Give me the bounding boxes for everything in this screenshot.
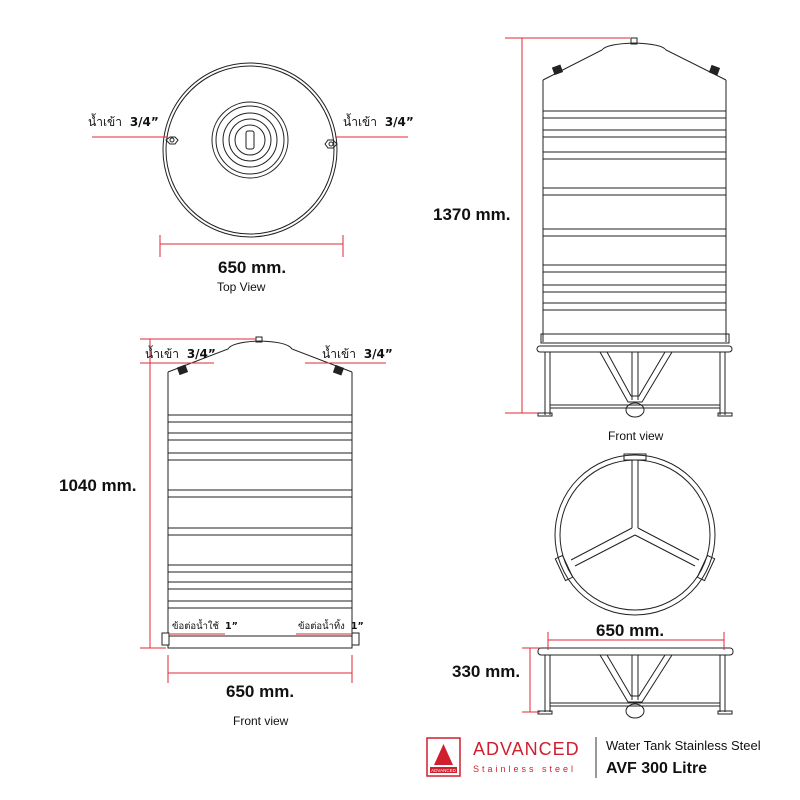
inlet-right-label: น้ำเข้า [343, 115, 377, 129]
stand-top-ring [537, 346, 732, 352]
top-view-caption: Top View [217, 280, 266, 294]
brand-subtitle: Stainless steel [473, 764, 577, 774]
outlet-drain-size: 1” [350, 621, 364, 632]
svg-text:น้ำเข้า 3/4” [322, 345, 393, 361]
tall-tank-roof [543, 43, 726, 80]
tall-height-label: 1370 mm. [433, 205, 511, 224]
inlet-left-size: 3/4” [129, 115, 159, 129]
brand-logo-text: ADVANCED [431, 768, 456, 773]
product-name: Water Tank Stainless Steel [606, 738, 761, 753]
stand-width-label: 650 mm. [596, 621, 665, 640]
lid-handle [246, 131, 254, 149]
inlet-left-label: น้ำเข้า [88, 115, 122, 129]
front-inlet-right-label: น้ำเข้า [322, 347, 356, 361]
outlet-use-fitting [162, 633, 169, 645]
svg-text:ข้อต่อน้ำใช้ 1” [172, 619, 238, 632]
front-view-tank [59, 337, 393, 728]
outlet-use-size: 1” [225, 621, 238, 632]
svg-text:น้ำเข้า 3/4” [145, 345, 216, 361]
inlet-right-nozzle [333, 365, 344, 376]
front-inlet-right-size: 3/4” [363, 347, 393, 361]
branding [427, 737, 761, 778]
tall-front-caption: Front view [608, 429, 664, 443]
outlet-use-label: ข้อต่อน้ำใช้ [172, 621, 219, 632]
svg-text:ข้อต่อน้ำทิ้ง 1” [298, 619, 364, 632]
stand-top-view [555, 454, 715, 615]
top-view-outer-circle [163, 63, 337, 237]
outlet-drain-label: ข้อต่อน้ำทิ้ง [298, 621, 345, 632]
inlet-left-nozzle [177, 365, 188, 376]
front-height-label: 1040 mm. [59, 476, 137, 495]
inlet-right-fitting [325, 140, 337, 148]
top-width-label: 650 mm. [218, 258, 287, 277]
brand-name: ADVANCED [473, 739, 580, 759]
tank-base [168, 636, 352, 648]
stand-height-label: 330 mm. [452, 662, 521, 681]
front-inlet-left-size: 3/4” [186, 347, 216, 361]
front-inlet-left-label: น้ำเข้า [145, 347, 179, 361]
inlet-right-size: 3/4” [384, 115, 414, 129]
top-view [88, 63, 414, 294]
top-view-inner-circle [166, 66, 334, 234]
front-view-tank-stand [433, 38, 732, 443]
product-model: AVF 300 Litre [606, 760, 708, 777]
outlet-drain-fitting [352, 633, 359, 645]
stand-front-ring [538, 648, 733, 655]
front-view-caption: Front view [233, 714, 289, 728]
front-width-label: 650 mm. [226, 682, 295, 701]
svg-text:น้ำเข้า 3/4” [88, 113, 159, 129]
stand-front-view [452, 621, 733, 718]
svg-text:น้ำเข้า 3/4” [343, 113, 414, 129]
